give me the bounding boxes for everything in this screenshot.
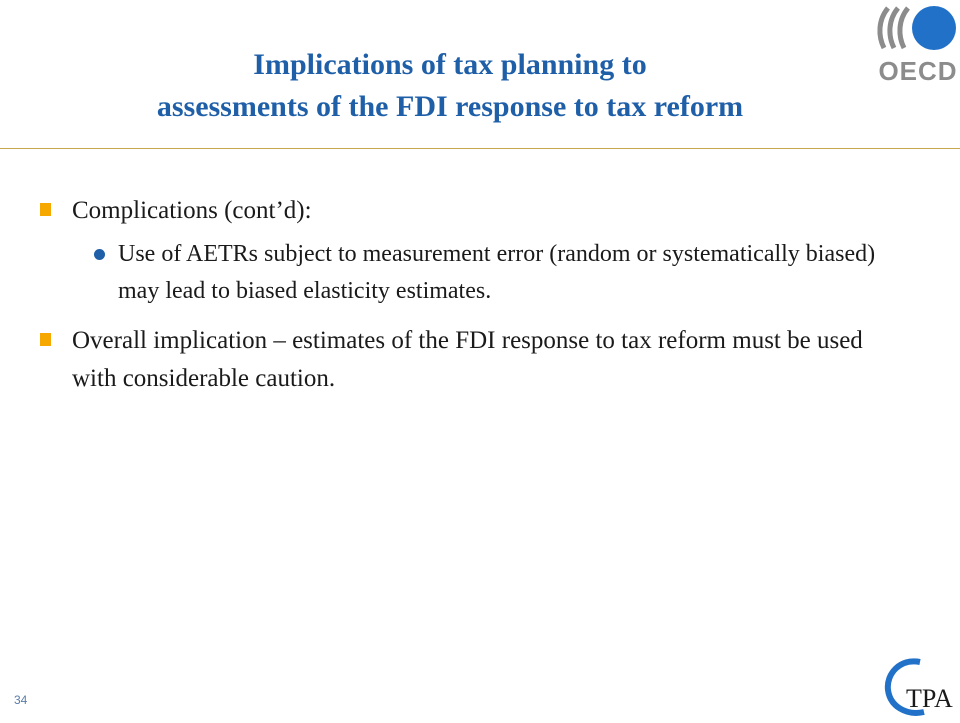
page-number: 34 — [14, 693, 28, 707]
title-divider — [0, 148, 960, 149]
bullet-list — [30, 192, 910, 398]
list-item-text: Use of AETRs subject to measurement error (random or systematically biased) may lead to biased elasticity estimates. — [118, 241, 876, 304]
list-item — [30, 236, 910, 310]
oecd-logo — [876, 4, 960, 84]
list-item-text: Complications (cont’d): — [72, 197, 312, 224]
oecd-arcs-icon — [876, 4, 960, 60]
slide-title — [40, 44, 860, 128]
square-bullet-icon — [40, 203, 51, 216]
list-item — [30, 322, 910, 398]
ctpa-logo — [880, 656, 958, 718]
round-bullet-icon — [94, 249, 105, 260]
list-item — [30, 192, 910, 230]
oecd-logo-text: OECD — [878, 56, 958, 86]
list-item-text: Overall implication – estimates of the FDI response to tax reform must be used with considerable caution. — [72, 327, 863, 392]
slide-title-line-2: assessments of the FDI response to tax reform — [156, 90, 744, 123]
slide-title-line-1: Implications of tax planning to — [253, 48, 647, 81]
ctpa-logo-text: TPA — [906, 684, 953, 713]
square-bullet-icon — [40, 333, 51, 346]
